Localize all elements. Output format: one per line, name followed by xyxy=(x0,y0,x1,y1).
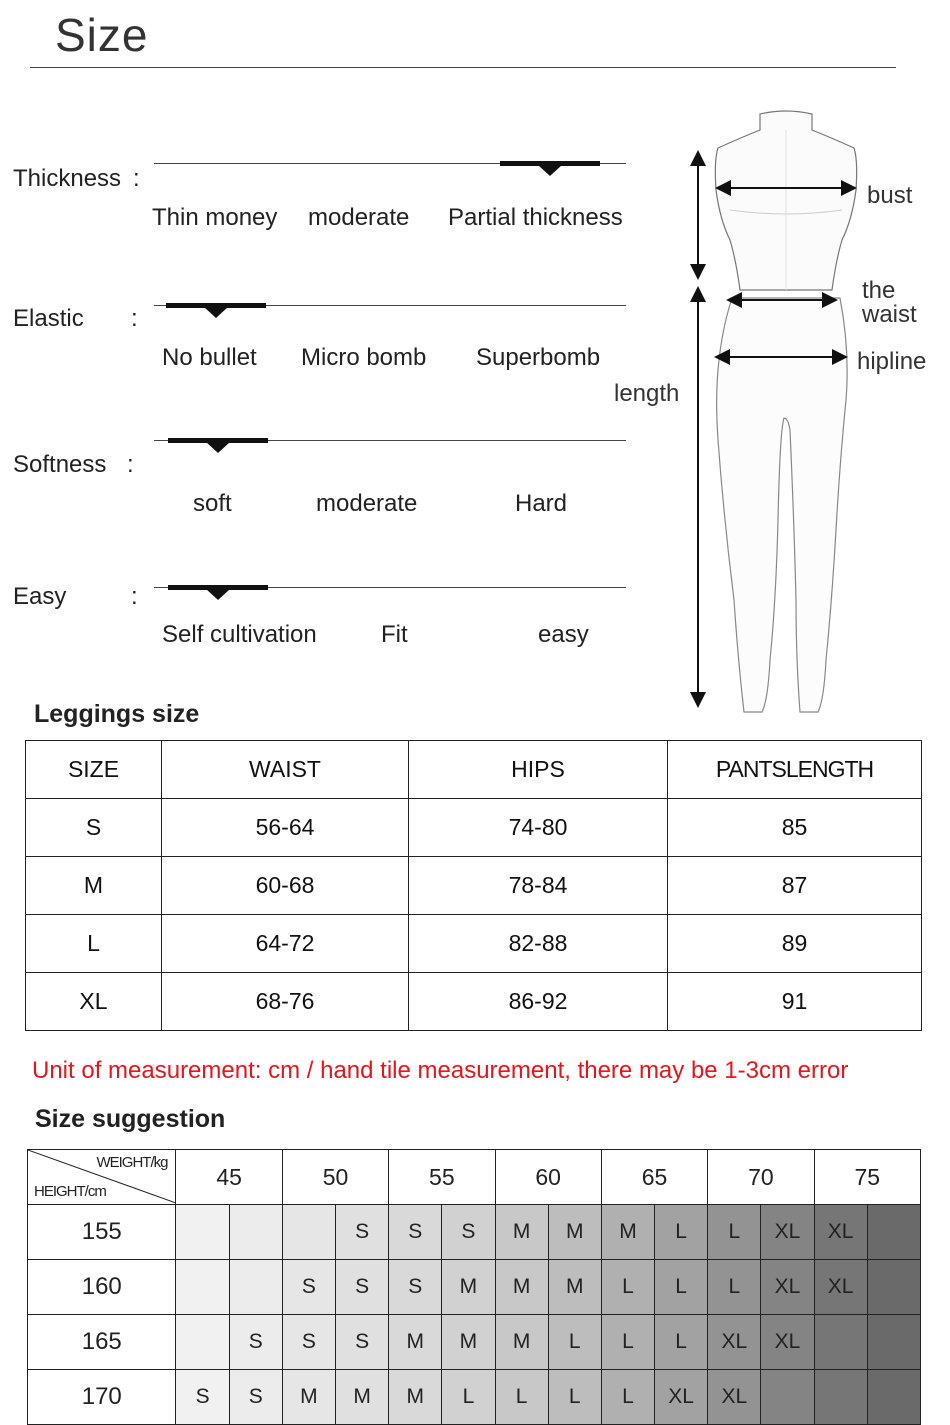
size-suggestion-cell: S xyxy=(442,1205,495,1260)
length-cell: 87 xyxy=(668,857,922,915)
easy-option: Fit xyxy=(381,621,408,648)
size-suggestion-cell: L xyxy=(601,1370,654,1425)
elastic-marker-pointer xyxy=(204,307,228,318)
size-suggestion-cell: M xyxy=(282,1370,335,1425)
size-suggestion-cell: M xyxy=(548,1205,601,1260)
table-row xyxy=(28,1205,921,1260)
size-suggestion-cell: M xyxy=(389,1370,442,1425)
hips-cell: 86-92 xyxy=(409,973,668,1031)
easy-colon: : xyxy=(131,583,138,610)
size-suggestion-cell xyxy=(867,1205,920,1260)
length-cell: 91 xyxy=(668,973,922,1031)
elastic-option: Superbomb xyxy=(476,344,601,371)
softness-option: soft xyxy=(193,490,232,517)
softness-marker-pointer xyxy=(206,442,230,453)
corner-cell xyxy=(28,1150,176,1205)
mannequin-legs xyxy=(717,298,848,712)
size-cell: M xyxy=(26,857,162,915)
size-suggestion-cell: L xyxy=(655,1260,708,1315)
size-suggestion-cell: S xyxy=(229,1315,282,1370)
elastic-colon: : xyxy=(131,305,138,332)
weight-header: 75 xyxy=(814,1150,920,1205)
size-suggestion-cell: L xyxy=(655,1315,708,1370)
leggings-size-table xyxy=(25,740,922,1031)
size-cell: XL xyxy=(26,973,162,1031)
table-row xyxy=(26,915,922,973)
size-suggestion-cell: M xyxy=(495,1315,548,1370)
size-suggestion-cell: XL xyxy=(708,1370,761,1425)
table-row xyxy=(28,1260,921,1315)
easy-label: Easy xyxy=(13,583,67,610)
easy-option: easy xyxy=(538,621,589,648)
size-suggestion-cell xyxy=(867,1370,920,1425)
size-suggestion-cell: S xyxy=(176,1370,229,1425)
size-suggestion-cell xyxy=(176,1315,229,1370)
size-suggestion-cell: M xyxy=(442,1260,495,1315)
weight-axis-label: WEIGHT/kg xyxy=(96,1154,168,1171)
elastic-option: No bullet xyxy=(162,344,257,371)
table-row xyxy=(26,799,922,857)
weight-header: 45 xyxy=(176,1150,282,1205)
size-suggestion-cell: S xyxy=(336,1205,389,1260)
size-suggestion-cell: XL xyxy=(761,1260,814,1315)
size-suggestion-cell: L xyxy=(708,1205,761,1260)
height-axis-label: HEIGHT/cm xyxy=(34,1183,106,1200)
length-cell: 85 xyxy=(668,799,922,857)
size-suggestion-cell: L xyxy=(442,1370,495,1425)
column-header: WAIST xyxy=(162,741,409,799)
page-title: Size xyxy=(55,9,149,61)
table-row xyxy=(26,857,922,915)
size-suggestion-cell: M xyxy=(442,1315,495,1370)
hips-cell: 78-84 xyxy=(409,857,668,915)
elastic-option: Micro bomb xyxy=(301,344,427,371)
waist-cell: 56-64 xyxy=(162,799,409,857)
size-suggestion-cell xyxy=(176,1260,229,1315)
size-suggestion-heading: Size suggestion xyxy=(35,1105,226,1133)
size-suggestion-cell: L xyxy=(655,1205,708,1260)
thickness-option: moderate xyxy=(308,204,410,231)
size-suggestion-cell: XL xyxy=(708,1315,761,1370)
weight-header: 55 xyxy=(389,1150,495,1205)
size-suggestion-cell: M xyxy=(548,1260,601,1315)
thickness-label: Thickness xyxy=(13,165,122,192)
hipline-label: hipline xyxy=(857,348,927,375)
thickness-option: Partial thickness xyxy=(448,204,623,231)
size-suggestion-cell: XL xyxy=(761,1205,814,1260)
weight-header-row xyxy=(28,1150,921,1205)
column-header: HIPS xyxy=(409,741,668,799)
softness-label: Softness xyxy=(13,451,107,478)
title-divider xyxy=(30,67,896,68)
size-suggestion-table xyxy=(27,1149,921,1425)
length-cell: 89 xyxy=(668,915,922,973)
leggings-size-heading: Leggings size xyxy=(34,700,200,728)
size-suggestion-cell: S xyxy=(389,1205,442,1260)
size-suggestion-cell: L xyxy=(548,1370,601,1425)
softness-option: Hard xyxy=(515,490,568,517)
suggestion-body xyxy=(28,1205,921,1425)
column-header: SIZE xyxy=(26,741,162,799)
thickness-marker-pointer xyxy=(538,165,562,176)
waist-cell: 68-76 xyxy=(162,973,409,1031)
length-label: length xyxy=(614,380,680,407)
size-suggestion-cell xyxy=(867,1260,920,1315)
size-suggestion-cell: S xyxy=(282,1260,335,1315)
size-suggestion-cell: M xyxy=(495,1205,548,1260)
table-row xyxy=(28,1370,921,1425)
waist-cell: 64-72 xyxy=(162,915,409,973)
column-header: PANTSLENGTH xyxy=(668,741,922,799)
weight-header: 65 xyxy=(601,1150,707,1205)
size-suggestion-cell: L xyxy=(708,1260,761,1315)
size-suggestion-cell: XL xyxy=(814,1205,867,1260)
weight-header: 50 xyxy=(282,1150,388,1205)
waist-label-line1: the xyxy=(862,277,896,304)
size-suggestion-cell xyxy=(229,1205,282,1260)
size-suggestion-cell xyxy=(176,1205,229,1260)
table-row xyxy=(28,1315,921,1370)
size-suggestion-cell: L xyxy=(495,1370,548,1425)
size-suggestion-cell: XL xyxy=(761,1315,814,1370)
size-suggestion-cell xyxy=(282,1205,335,1260)
size-suggestion-cell: S xyxy=(229,1370,282,1425)
softness-colon: : xyxy=(127,451,134,478)
size-suggestion-cell: M xyxy=(389,1315,442,1370)
size-suggestion-cell: S xyxy=(282,1315,335,1370)
waist-cell: 60-68 xyxy=(162,857,409,915)
weight-header: 70 xyxy=(708,1150,814,1205)
waist-label-line2: waist xyxy=(862,301,917,328)
height-cell: 155 xyxy=(28,1205,176,1260)
size-suggestion-cell: L xyxy=(601,1315,654,1370)
hips-cell: 82-88 xyxy=(409,915,668,973)
size-suggestion-cell xyxy=(867,1315,920,1370)
easy-option: Self cultivation xyxy=(162,621,317,648)
size-suggestion-cell: S xyxy=(389,1260,442,1315)
measurement-note: Unit of measurement: cm / hand tile measurement, there may be 1-3cm error xyxy=(32,1057,849,1084)
size-suggestion-cell: L xyxy=(548,1315,601,1370)
size-suggestion-cell xyxy=(761,1370,814,1425)
thickness-option: Thin money xyxy=(152,204,278,231)
elastic-label: Elastic xyxy=(13,305,84,332)
size-suggestion-cell xyxy=(229,1260,282,1315)
height-cell: 160 xyxy=(28,1260,176,1315)
size-suggestion-cell: S xyxy=(336,1315,389,1370)
size-cell: L xyxy=(26,915,162,973)
size-suggestion-cell xyxy=(814,1315,867,1370)
bust-label: bust xyxy=(867,182,913,209)
hips-cell: 74-80 xyxy=(409,799,668,857)
easy-marker-pointer xyxy=(206,589,230,600)
size-suggestion-cell xyxy=(814,1370,867,1425)
size-suggestion-cell: M xyxy=(336,1370,389,1425)
table-row xyxy=(26,973,922,1031)
size-suggestion-cell: S xyxy=(336,1260,389,1315)
size-suggestion-cell: M xyxy=(495,1260,548,1315)
height-cell: 165 xyxy=(28,1315,176,1370)
size-suggestion-cell: L xyxy=(601,1260,654,1315)
size-suggestion-cell: XL xyxy=(655,1370,708,1425)
height-cell: 170 xyxy=(28,1370,176,1425)
size-suggestion-cell: XL xyxy=(814,1260,867,1315)
thickness-colon: : xyxy=(133,165,140,192)
softness-option: moderate xyxy=(316,490,418,517)
size-suggestion-cell: M xyxy=(601,1205,654,1260)
size-cell: S xyxy=(26,799,162,857)
table-header-row xyxy=(26,741,922,799)
weight-header: 60 xyxy=(495,1150,601,1205)
